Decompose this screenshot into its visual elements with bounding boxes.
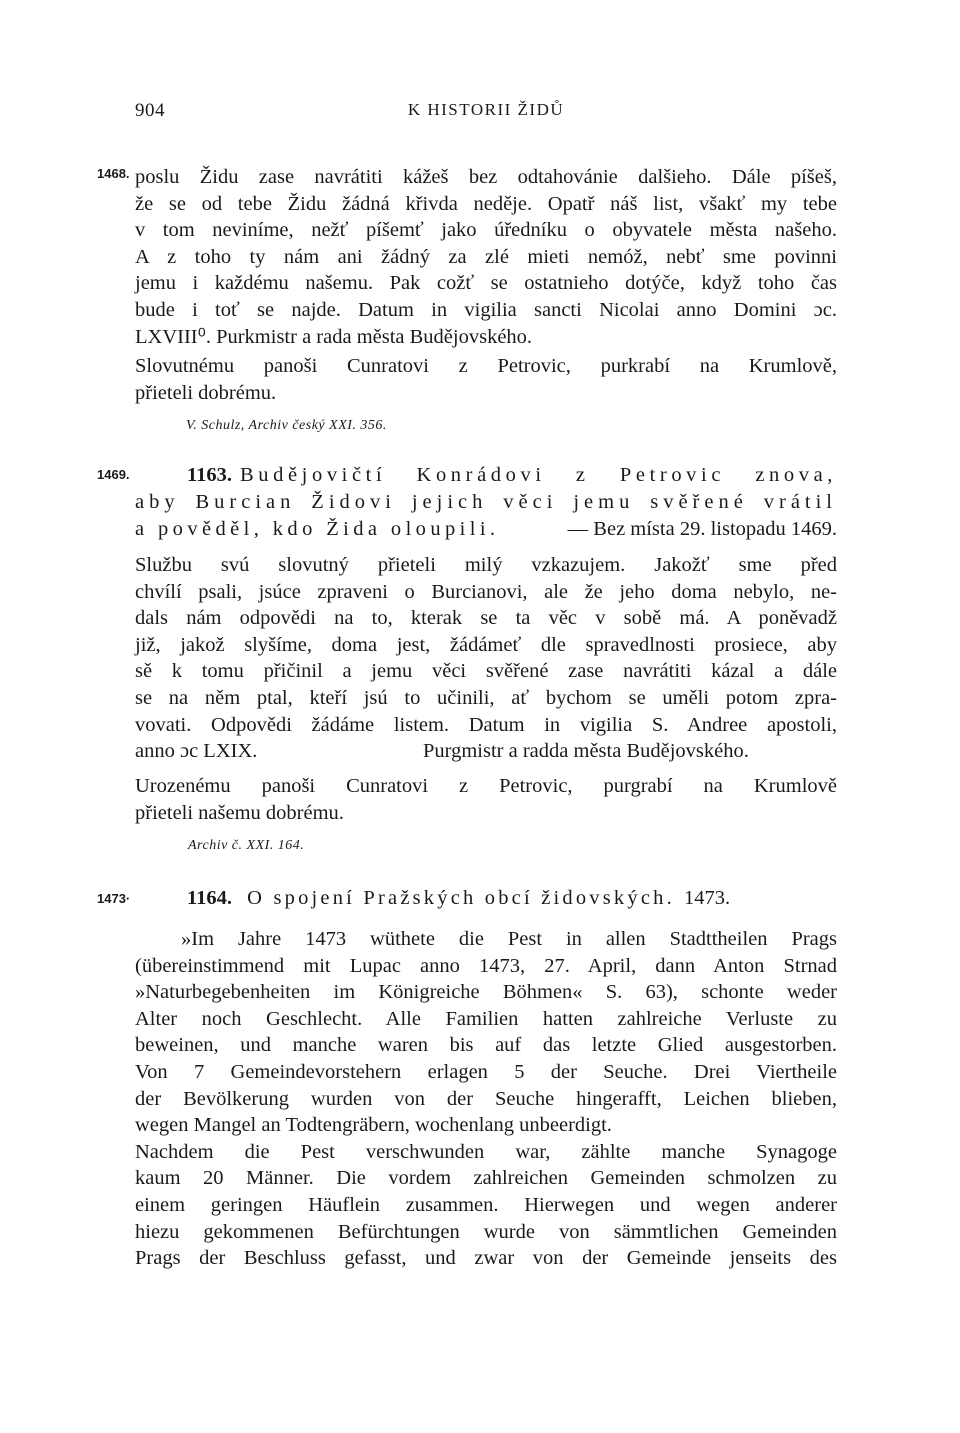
doc-1163-address [135, 773, 837, 826]
text-line: Službu svú slovutný přieteli milý vzkazujem. Jakožť sme před [135, 554, 837, 576]
doc-title: Budějovičtí Konrádovi z Petrovic znova, [240, 464, 837, 486]
signature-date: anno ɔc LXIX. [135, 740, 258, 763]
margin-year: 1473· [97, 891, 131, 906]
text-line: jemu i každému našemu. Pak cožť se ostatnieho dotýče, když toho čas [135, 272, 837, 295]
doc-title: a pověděl, kdo Žida oloupili. [135, 518, 500, 540]
text-line: Alter noch Geschlecht. Alle Familien hatten zahlreiche Verluste zu [135, 1007, 837, 1030]
citation: V. Schulz, Archiv český XXI. 356. [186, 418, 387, 433]
doc-number: 1163. [187, 464, 232, 486]
doc-title: aby Burcian Židovi jejich věci jemu svěřené vrátil [135, 491, 837, 513]
text-line: der Bevölkerung wurden von der Seuche hingerafft, Leichen blieben, [135, 1087, 837, 1110]
text-line: beweinen, und manche waren bis auf das letzte Glied ausgestorben. [135, 1034, 837, 1057]
citation: Archiv č. XXI. 164. [188, 838, 305, 853]
text-line: sě k tomu přičinil a jemu věci svěřené zase navrátiti kázal a dále [135, 660, 837, 683]
text-line: v tom neviníme, nežť píšemť jako úředníku o obyvatele města našeho. [135, 219, 837, 242]
text-line: se na něm ptal, kteří jsú to učinili, ať bychom se uměli potom zpra- [135, 686, 837, 709]
doc-number: 1164. [187, 887, 232, 909]
text-line: přieteli našemu dobrému. [135, 801, 344, 824]
text-line: vovati. Odpovědi žádáme listem. Datum in vigilia S. Andree apostoli, [135, 713, 837, 736]
text-line: Nachdem die Pest verschwunden war, zählte manche Synagoge [135, 1140, 837, 1163]
text-line: A z toho ty nám ani žádný za zlé mieti nemóž, nebť sme povinni [135, 245, 837, 268]
letter-1468-address [135, 353, 837, 406]
text-line: Slovutnému panoši Cunratovi z Petrovic, purkrabí na Krumlově, [135, 355, 837, 377]
text-line: wegen Mangel an Todtengräbern, wochenlang unbeerdigt. [135, 1114, 612, 1137]
text-line: (übereinstimmend mit Lupac anno 1473, 27. April, dann Anton Strnad [135, 954, 837, 977]
text-line: přieteli dobrému. [135, 381, 277, 404]
page-number: 904 [135, 100, 165, 121]
text-line: Urozenému panoši Cunratovi z Petrovic, purgrabí na Krumlově [135, 775, 837, 797]
text-line: kaum 20 Männer. Die vordem zahlreichen Gemeinden schmolzen zu [135, 1167, 837, 1190]
margin-year: 1468. [97, 166, 130, 181]
doc-title: O spojení Pražských obcí židovských. [247, 887, 675, 909]
letter-1468-body [135, 164, 837, 350]
text-line: dals nám odpovědi na to, kterak se ta věc v sobě má. A poněvadž [135, 607, 837, 630]
text-line: Von 7 Gemeindevorstehern erlagen 5 der Seuche. Drei Viertheile [135, 1060, 837, 1083]
text-line: hiezu gekommenen Befürchtungen wurde von sämmtlichen Gemeinden [135, 1220, 837, 1243]
doc-1164-heading [135, 885, 837, 912]
signature: Purgmistr a radda města Budějovského. [423, 740, 749, 763]
text-line: chvílí psali, jsúce zpraveni o Burcianovi, ale že jeho doma nebylo, ne- [135, 580, 837, 603]
margin-year: 1469. [97, 467, 130, 482]
text-line: Prags der Beschluss gefasst, und zwar von der Gemeinde jenseits des [135, 1247, 837, 1270]
text-line: již, jakož slyšíme, doma jest, žádámeť dle spravedlnosti prosiece, aby [135, 633, 837, 656]
text-line: einem geringen Häuflein zusammen. Hierwegen und wegen anderer [135, 1193, 837, 1216]
doc-date: — Bez místa 29. listopadu 1469. [567, 518, 837, 540]
page-header [135, 100, 837, 130]
doc-1163-body [135, 552, 837, 765]
doc-1164-body [135, 926, 837, 1272]
text-line: že se od tebe Židu žádná křivda neděje. Opatř náš list, všakť my tebe [135, 192, 837, 215]
text-line: bude i toť se najde. Datum in vigilia sancti Nicolai anno Domini ɔc. [135, 298, 837, 321]
text-line: »Im Jahre 1473 wüthete die Pest in allen Stadttheilen Prags [181, 928, 837, 950]
doc-year: 1473. [684, 887, 731, 909]
running-title: K HISTORII ŽIDŮ [407, 100, 565, 119]
text-line: »Naturbegebenheiten im Königreiche Böhmen« S. 63), schonte weder [135, 981, 837, 1004]
text-line: poslu Židu zase navrátiti kážeš bez odtahovánie dalšieho. Dále píšeš, [135, 166, 837, 188]
doc-1163-heading [135, 462, 837, 543]
text-line: LXVIII⁰. Purkmistr a rada města Budějovského. [135, 325, 533, 348]
